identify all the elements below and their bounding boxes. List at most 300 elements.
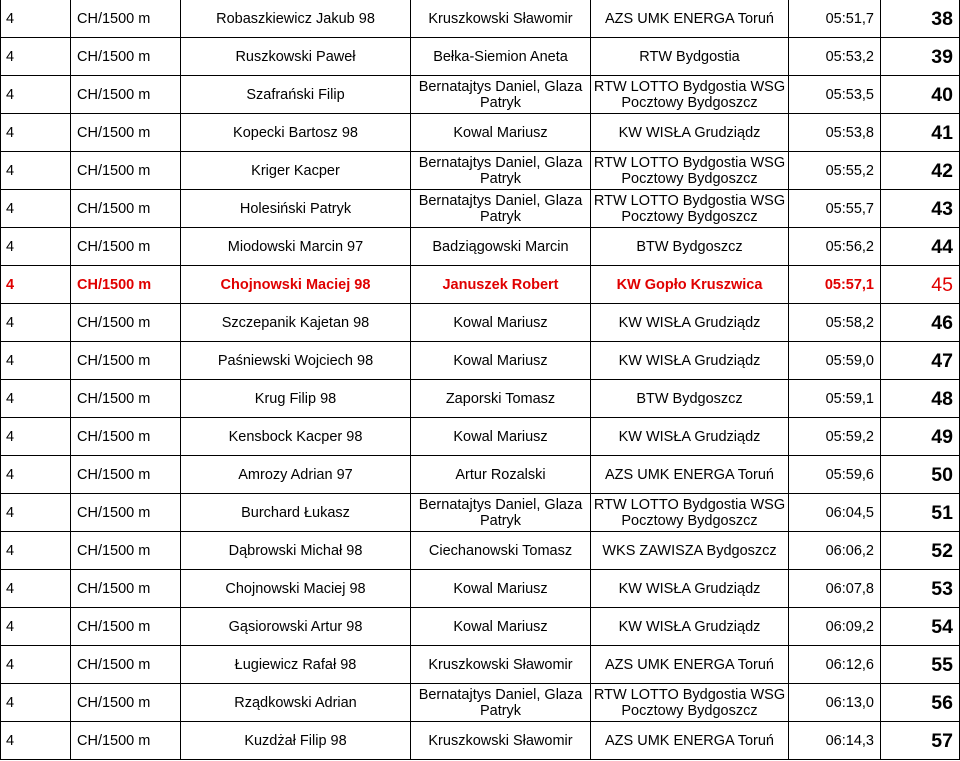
place-text: 41 bbox=[931, 124, 953, 141]
club-text: AZS UMK ENERGA Toruń bbox=[605, 656, 774, 673]
club-cell bbox=[591, 570, 789, 608]
heat-text: 4 bbox=[6, 276, 15, 293]
coach-text: Kruszkowski Sławomir bbox=[428, 732, 573, 749]
athlete-name-text: Kensbock Kacper 98 bbox=[228, 428, 363, 445]
event-text: CH/1500 m bbox=[77, 48, 151, 65]
club-text: RTW LOTTO Bydgostia WSG Pocztowy Bydgoszcz bbox=[593, 78, 786, 111]
place-cell bbox=[881, 570, 960, 608]
athlete-name-cell bbox=[181, 0, 411, 38]
place-cell bbox=[881, 532, 960, 570]
table-row bbox=[1, 304, 960, 342]
club-text: BTW Bydgoszcz bbox=[636, 238, 743, 255]
place-text: 42 bbox=[931, 162, 953, 179]
place-cell bbox=[881, 228, 960, 266]
place-cell bbox=[881, 684, 960, 722]
time-text: 05:53,2 bbox=[825, 48, 874, 65]
place-text: 55 bbox=[931, 656, 953, 673]
coach-cell bbox=[411, 646, 591, 684]
event-cell bbox=[71, 722, 181, 760]
place-text: 43 bbox=[931, 200, 953, 217]
event-text: CH/1500 m bbox=[77, 428, 151, 445]
club-text: KW WISŁA Grudziądz bbox=[618, 580, 761, 597]
heat-cell bbox=[1, 608, 71, 646]
table-row bbox=[1, 608, 960, 646]
athlete-name-cell bbox=[181, 532, 411, 570]
coach-cell bbox=[411, 304, 591, 342]
place-text: 39 bbox=[931, 48, 953, 65]
club-text: RTW LOTTO Bydgostia WSG Pocztowy Bydgoszcz bbox=[593, 496, 786, 529]
coach-cell bbox=[411, 152, 591, 190]
club-text: AZS UMK ENERGA Toruń bbox=[605, 466, 774, 483]
time-text: 05:59,0 bbox=[825, 352, 874, 369]
coach-text: Bernatajtys Daniel, Glaza Patryk bbox=[418, 154, 583, 187]
place-text: 50 bbox=[931, 466, 953, 483]
heat-cell bbox=[1, 114, 71, 152]
heat-cell bbox=[1, 684, 71, 722]
heat-text: 4 bbox=[6, 200, 15, 217]
athlete-name-cell bbox=[181, 684, 411, 722]
athlete-name-text: Gąsiorowski Artur 98 bbox=[228, 618, 363, 635]
coach-text: Bełka-Siemion Aneta bbox=[433, 48, 568, 65]
athlete-name-text: Ługiewicz Rafał 98 bbox=[234, 656, 357, 673]
club-text: KW Gopło Kruszwica bbox=[616, 276, 763, 293]
table-row bbox=[1, 418, 960, 456]
table-row bbox=[1, 456, 960, 494]
time-cell bbox=[789, 304, 881, 342]
club-cell bbox=[591, 456, 789, 494]
table-row bbox=[1, 228, 960, 266]
club-cell bbox=[591, 684, 789, 722]
heat-text: 4 bbox=[6, 732, 15, 749]
athlete-name-text: Paśniewski Wojciech 98 bbox=[217, 352, 374, 369]
heat-cell bbox=[1, 228, 71, 266]
time-cell bbox=[789, 418, 881, 456]
table-row bbox=[1, 646, 960, 684]
club-cell bbox=[591, 304, 789, 342]
athlete-name-text: Burchard Łukasz bbox=[241, 504, 350, 521]
club-cell bbox=[591, 266, 789, 304]
athlete-name-cell bbox=[181, 266, 411, 304]
heat-cell bbox=[1, 380, 71, 418]
table-row bbox=[1, 152, 960, 190]
event-text: CH/1500 m bbox=[77, 694, 151, 711]
coach-text: Kowal Mariusz bbox=[453, 314, 548, 331]
event-cell bbox=[71, 684, 181, 722]
place-cell bbox=[881, 0, 960, 38]
athlete-name-cell bbox=[181, 456, 411, 494]
event-text: CH/1500 m bbox=[77, 162, 151, 179]
place-cell bbox=[881, 114, 960, 152]
coach-text: Januszek Robert bbox=[442, 276, 559, 293]
athlete-name-text: Miodowski Marcin 97 bbox=[227, 238, 364, 255]
table-row bbox=[1, 532, 960, 570]
table-row bbox=[1, 684, 960, 722]
event-text: CH/1500 m bbox=[77, 352, 151, 369]
place-text: 56 bbox=[931, 694, 953, 711]
table-row bbox=[1, 266, 960, 304]
event-cell bbox=[71, 190, 181, 228]
club-text: RTW LOTTO Bydgostia WSG Pocztowy Bydgoszcz bbox=[593, 192, 786, 225]
event-text: CH/1500 m bbox=[77, 200, 151, 217]
event-cell bbox=[71, 114, 181, 152]
time-cell bbox=[789, 38, 881, 76]
club-cell bbox=[591, 76, 789, 114]
table-row bbox=[1, 380, 960, 418]
place-cell bbox=[881, 608, 960, 646]
coach-text: Bernatajtys Daniel, Glaza Patryk bbox=[418, 496, 583, 529]
athlete-name-text: Chojnowski Maciej 98 bbox=[225, 580, 366, 597]
athlete-name-text: Robaszkiewicz Jakub 98 bbox=[216, 10, 375, 27]
event-cell bbox=[71, 494, 181, 532]
event-text: CH/1500 m bbox=[77, 124, 151, 141]
time-cell bbox=[789, 646, 881, 684]
event-text: CH/1500 m bbox=[77, 238, 151, 255]
athlete-name-cell bbox=[181, 228, 411, 266]
table-row bbox=[1, 342, 960, 380]
time-text: 05:58,2 bbox=[825, 314, 874, 331]
place-cell bbox=[881, 722, 960, 760]
athlete-name-text: Dąbrowski Michał 98 bbox=[228, 542, 363, 559]
athlete-name-text: Szczepanik Kajetan 98 bbox=[221, 314, 370, 331]
time-cell bbox=[789, 684, 881, 722]
time-cell bbox=[789, 532, 881, 570]
club-cell bbox=[591, 228, 789, 266]
coach-cell bbox=[411, 380, 591, 418]
event-cell bbox=[71, 152, 181, 190]
coach-text: Badziągowski Marcin bbox=[432, 238, 569, 255]
coach-text: Zaporski Tomasz bbox=[445, 390, 556, 407]
place-text: 44 bbox=[931, 238, 953, 255]
club-cell bbox=[591, 418, 789, 456]
club-text: AZS UMK ENERGA Toruń bbox=[605, 10, 774, 27]
coach-text: Kowal Mariusz bbox=[453, 428, 548, 445]
event-text: CH/1500 m bbox=[77, 732, 151, 749]
place-cell bbox=[881, 418, 960, 456]
coach-text: Ciechanowski Tomasz bbox=[428, 542, 573, 559]
coach-cell bbox=[411, 266, 591, 304]
heat-cell bbox=[1, 76, 71, 114]
heat-text: 4 bbox=[6, 238, 15, 255]
time-cell bbox=[789, 380, 881, 418]
athlete-name-text: Szafrański Filip bbox=[246, 86, 345, 103]
event-cell bbox=[71, 342, 181, 380]
time-cell bbox=[789, 114, 881, 152]
club-text: BTW Bydgoszcz bbox=[636, 390, 743, 407]
athlete-name-text: Holesiński Patryk bbox=[239, 200, 352, 217]
heat-cell bbox=[1, 418, 71, 456]
athlete-name-cell bbox=[181, 114, 411, 152]
heat-cell bbox=[1, 646, 71, 684]
place-text: 53 bbox=[931, 580, 953, 597]
coach-cell bbox=[411, 114, 591, 152]
coach-cell bbox=[411, 684, 591, 722]
athlete-name-text: Amrozy Adrian 97 bbox=[238, 466, 353, 483]
place-cell bbox=[881, 266, 960, 304]
place-text: 49 bbox=[931, 428, 953, 445]
coach-cell bbox=[411, 722, 591, 760]
club-text: KW WISŁA Grudziądz bbox=[618, 352, 761, 369]
place-cell bbox=[881, 304, 960, 342]
heat-text: 4 bbox=[6, 48, 15, 65]
time-text: 05:56,2 bbox=[825, 238, 874, 255]
place-text: 51 bbox=[931, 504, 953, 521]
event-cell bbox=[71, 456, 181, 494]
table-row bbox=[1, 570, 960, 608]
time-cell bbox=[789, 456, 881, 494]
event-cell bbox=[71, 532, 181, 570]
event-cell bbox=[71, 608, 181, 646]
table-row bbox=[1, 114, 960, 152]
athlete-name-cell bbox=[181, 76, 411, 114]
time-text: 05:53,8 bbox=[825, 124, 874, 141]
heat-cell bbox=[1, 304, 71, 342]
time-cell bbox=[789, 342, 881, 380]
athlete-name-text: Kriger Kacper bbox=[251, 162, 340, 179]
time-cell bbox=[789, 152, 881, 190]
coach-cell bbox=[411, 418, 591, 456]
time-text: 05:57,1 bbox=[824, 276, 874, 293]
club-text: AZS UMK ENERGA Toruń bbox=[605, 732, 774, 749]
heat-text: 4 bbox=[6, 656, 15, 673]
place-text: 38 bbox=[931, 10, 953, 27]
heat-text: 4 bbox=[6, 124, 15, 141]
coach-text: Kowal Mariusz bbox=[453, 352, 548, 369]
athlete-name-cell bbox=[181, 152, 411, 190]
place-cell bbox=[881, 456, 960, 494]
heat-text: 4 bbox=[6, 86, 15, 103]
time-text: 06:12,6 bbox=[825, 656, 874, 673]
place-cell bbox=[881, 152, 960, 190]
coach-cell bbox=[411, 76, 591, 114]
event-cell bbox=[71, 570, 181, 608]
event-cell bbox=[71, 266, 181, 304]
heat-cell bbox=[1, 722, 71, 760]
athlete-name-text: Ruszkowski Paweł bbox=[235, 48, 356, 65]
event-text: CH/1500 m bbox=[77, 276, 152, 293]
heat-cell bbox=[1, 266, 71, 304]
heat-cell bbox=[1, 152, 71, 190]
place-cell bbox=[881, 190, 960, 228]
event-cell bbox=[71, 228, 181, 266]
event-text: CH/1500 m bbox=[77, 542, 151, 559]
club-cell bbox=[591, 190, 789, 228]
athlete-name-text: Kuzdżał Filip 98 bbox=[244, 732, 347, 749]
coach-cell bbox=[411, 494, 591, 532]
event-cell bbox=[71, 76, 181, 114]
place-cell bbox=[881, 38, 960, 76]
club-cell bbox=[591, 342, 789, 380]
heat-text: 4 bbox=[6, 504, 15, 521]
heat-text: 4 bbox=[6, 618, 15, 635]
event-cell bbox=[71, 0, 181, 38]
heat-cell bbox=[1, 0, 71, 38]
club-cell bbox=[591, 38, 789, 76]
club-cell bbox=[591, 152, 789, 190]
heat-text: 4 bbox=[6, 466, 15, 483]
athlete-name-cell bbox=[181, 418, 411, 456]
time-text: 06:04,5 bbox=[825, 504, 874, 521]
heat-text: 4 bbox=[6, 10, 15, 27]
event-text: CH/1500 m bbox=[77, 86, 151, 103]
place-cell bbox=[881, 76, 960, 114]
club-text: KW WISŁA Grudziądz bbox=[618, 314, 761, 331]
coach-cell bbox=[411, 608, 591, 646]
athlete-name-cell bbox=[181, 38, 411, 76]
event-text: CH/1500 m bbox=[77, 10, 151, 27]
coach-text: Kowal Mariusz bbox=[453, 618, 548, 635]
time-text: 06:13,0 bbox=[825, 694, 874, 711]
heat-text: 4 bbox=[6, 162, 15, 179]
time-text: 06:09,2 bbox=[825, 618, 874, 635]
time-text: 06:14,3 bbox=[825, 732, 874, 749]
event-cell bbox=[71, 646, 181, 684]
place-text: 52 bbox=[931, 542, 953, 559]
table-row bbox=[1, 0, 960, 38]
coach-cell bbox=[411, 38, 591, 76]
event-cell bbox=[71, 418, 181, 456]
heat-cell bbox=[1, 532, 71, 570]
event-cell bbox=[71, 380, 181, 418]
time-cell bbox=[789, 76, 881, 114]
club-cell bbox=[591, 0, 789, 38]
coach-text: Bernatajtys Daniel, Glaza Patryk bbox=[418, 192, 583, 225]
time-cell bbox=[789, 228, 881, 266]
club-cell bbox=[591, 532, 789, 570]
time-cell bbox=[789, 608, 881, 646]
table-row bbox=[1, 722, 960, 760]
time-text: 06:06,2 bbox=[825, 542, 874, 559]
club-cell bbox=[591, 494, 789, 532]
time-cell bbox=[789, 570, 881, 608]
coach-cell bbox=[411, 190, 591, 228]
athlete-name-cell bbox=[181, 722, 411, 760]
event-text: CH/1500 m bbox=[77, 618, 151, 635]
coach-cell bbox=[411, 0, 591, 38]
club-cell bbox=[591, 646, 789, 684]
time-text: 05:59,6 bbox=[825, 466, 874, 483]
coach-text: Kowal Mariusz bbox=[453, 124, 548, 141]
club-cell bbox=[591, 608, 789, 646]
heat-cell bbox=[1, 342, 71, 380]
place-cell bbox=[881, 342, 960, 380]
time-cell bbox=[789, 494, 881, 532]
coach-cell bbox=[411, 532, 591, 570]
time-cell bbox=[789, 722, 881, 760]
coach-text: Artur Rozalski bbox=[455, 466, 546, 483]
place-text: 48 bbox=[931, 390, 953, 407]
coach-cell bbox=[411, 456, 591, 494]
athlete-name-cell bbox=[181, 646, 411, 684]
place-cell bbox=[881, 646, 960, 684]
athlete-name-text: Chojnowski Maciej 98 bbox=[220, 276, 371, 293]
table-row bbox=[1, 76, 960, 114]
heat-cell bbox=[1, 190, 71, 228]
athlete-name-cell bbox=[181, 570, 411, 608]
time-text: 06:07,8 bbox=[825, 580, 874, 597]
place-text: 45 bbox=[931, 276, 953, 293]
heat-cell bbox=[1, 456, 71, 494]
table-row bbox=[1, 38, 960, 76]
coach-cell bbox=[411, 342, 591, 380]
event-text: CH/1500 m bbox=[77, 314, 151, 331]
coach-text: Bernatajtys Daniel, Glaza Patryk bbox=[418, 78, 583, 111]
event-cell bbox=[71, 304, 181, 342]
time-text: 05:55,7 bbox=[825, 200, 874, 217]
club-text: RTW Bydgostia bbox=[639, 48, 740, 65]
time-cell bbox=[789, 266, 881, 304]
time-text: 05:51,7 bbox=[825, 10, 874, 27]
coach-text: Bernatajtys Daniel, Glaza Patryk bbox=[418, 686, 583, 719]
event-text: CH/1500 m bbox=[77, 580, 151, 597]
table-row bbox=[1, 190, 960, 228]
club-cell bbox=[591, 380, 789, 418]
club-text: KW WISŁA Grudziądz bbox=[618, 124, 761, 141]
heat-text: 4 bbox=[6, 428, 15, 445]
athlete-name-cell bbox=[181, 380, 411, 418]
heat-cell bbox=[1, 570, 71, 608]
heat-text: 4 bbox=[6, 694, 15, 711]
time-text: 05:55,2 bbox=[825, 162, 874, 179]
place-cell bbox=[881, 380, 960, 418]
club-text: RTW LOTTO Bydgostia WSG Pocztowy Bydgoszcz bbox=[593, 686, 786, 719]
table-row bbox=[1, 494, 960, 532]
event-text: CH/1500 m bbox=[77, 466, 151, 483]
club-text: KW WISŁA Grudziądz bbox=[618, 428, 761, 445]
heat-cell bbox=[1, 494, 71, 532]
coach-cell bbox=[411, 228, 591, 266]
athlete-name-text: Krug Filip 98 bbox=[254, 390, 337, 407]
coach-cell bbox=[411, 570, 591, 608]
club-text: KW WISŁA Grudziądz bbox=[618, 618, 761, 635]
place-cell bbox=[881, 494, 960, 532]
event-text: CH/1500 m bbox=[77, 390, 151, 407]
athlete-name-cell bbox=[181, 190, 411, 228]
athlete-name-text: Kopecki Bartosz 98 bbox=[233, 124, 358, 141]
time-cell bbox=[789, 190, 881, 228]
heat-text: 4 bbox=[6, 580, 15, 597]
athlete-name-cell bbox=[181, 494, 411, 532]
heat-text: 4 bbox=[6, 352, 15, 369]
athlete-name-cell bbox=[181, 608, 411, 646]
coach-text: Kowal Mariusz bbox=[453, 580, 548, 597]
place-text: 46 bbox=[931, 314, 953, 331]
time-text: 05:59,2 bbox=[825, 428, 874, 445]
coach-text: Kruszkowski Sławomir bbox=[428, 10, 573, 27]
club-cell bbox=[591, 114, 789, 152]
athlete-name-text: Rządkowski Adrian bbox=[234, 694, 357, 711]
place-text: 54 bbox=[931, 618, 953, 635]
athlete-name-cell bbox=[181, 304, 411, 342]
time-text: 05:53,5 bbox=[825, 86, 874, 103]
time-cell bbox=[789, 0, 881, 38]
coach-text: Kruszkowski Sławomir bbox=[428, 656, 573, 673]
place-text: 57 bbox=[931, 732, 953, 749]
heat-text: 4 bbox=[6, 542, 15, 559]
time-text: 05:59,1 bbox=[825, 390, 874, 407]
event-text: CH/1500 m bbox=[77, 656, 151, 673]
place-text: 47 bbox=[931, 352, 953, 369]
athlete-name-cell bbox=[181, 342, 411, 380]
heat-text: 4 bbox=[6, 390, 15, 407]
place-text: 40 bbox=[931, 86, 953, 103]
event-text: CH/1500 m bbox=[77, 504, 151, 521]
club-cell bbox=[591, 722, 789, 760]
heat-cell bbox=[1, 38, 71, 76]
event-cell bbox=[71, 38, 181, 76]
heat-text: 4 bbox=[6, 314, 15, 331]
club-text: WKS ZAWISZA Bydgoszcz bbox=[602, 542, 777, 559]
club-text: RTW LOTTO Bydgostia WSG Pocztowy Bydgoszcz bbox=[593, 154, 786, 187]
